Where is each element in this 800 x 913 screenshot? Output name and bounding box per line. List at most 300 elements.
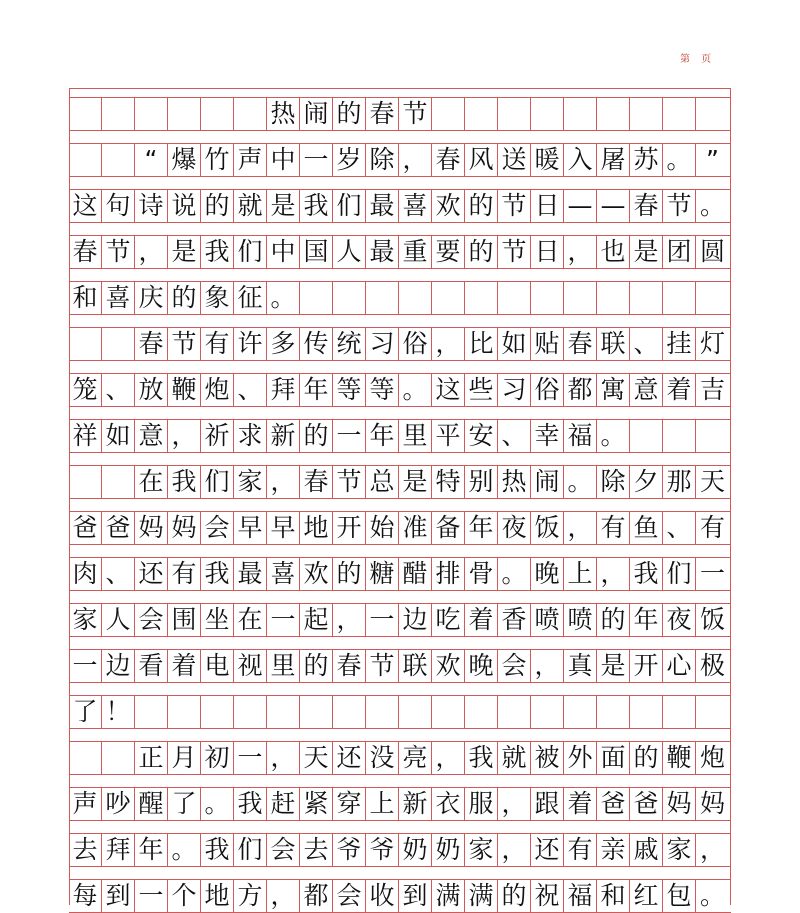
- grid-cell: 。: [267, 281, 300, 314]
- grid-cell: 晚: [531, 557, 564, 590]
- grid-rule: [69, 603, 731, 604]
- grid-cell: 节: [333, 465, 366, 498]
- grid-cell: 热: [498, 465, 531, 498]
- grid-cell: 风: [465, 143, 498, 176]
- grid-cell: [168, 97, 201, 130]
- grid-cell: 有: [168, 557, 201, 590]
- grid-cell: 饭: [699, 605, 725, 634]
- grid-cell: 求: [234, 419, 267, 452]
- grid-cell: 着: [465, 603, 498, 636]
- grid-cell: 红: [630, 879, 663, 912]
- grid-cell: 欢: [432, 189, 465, 222]
- grid-cell: [69, 465, 102, 498]
- grid-cell: 起: [300, 603, 333, 636]
- grid-cell: 、: [234, 373, 267, 406]
- grid-rule: [69, 498, 731, 499]
- grid-cell: 夜: [663, 603, 696, 636]
- grid-cell: 着: [168, 649, 201, 682]
- grid-cell: 春: [564, 327, 597, 360]
- grid-cell: 始: [366, 511, 399, 544]
- grid-cell: ，: [333, 603, 366, 636]
- grid-cell: 亲: [597, 833, 630, 866]
- grid-cell: [663, 419, 696, 452]
- grid-cell: 拜: [102, 833, 135, 866]
- grid-cell: 的: [300, 419, 333, 452]
- grid-cell: 香: [498, 603, 531, 636]
- grid-cell: 除: [597, 465, 630, 498]
- grid-cell: 家: [663, 833, 696, 866]
- grid-cell: 春: [300, 465, 333, 498]
- grid-cell: 会: [267, 833, 300, 866]
- grid-cell: 们: [234, 235, 267, 268]
- grid-cell: 、: [102, 557, 135, 590]
- grid-rule: [69, 176, 731, 177]
- grid-cell: 句: [102, 189, 135, 222]
- grid-cell: ，: [498, 787, 531, 820]
- grid-cell: 紧: [300, 787, 333, 820]
- grid-cell: [465, 97, 498, 130]
- grid-cell: 还: [333, 741, 366, 774]
- grid-cell: 。: [699, 881, 725, 910]
- grid-cell: 国: [300, 235, 333, 268]
- grid-cell: 爸: [630, 787, 663, 820]
- grid-cell: 征: [234, 281, 267, 314]
- grid-cell: 会: [135, 603, 168, 636]
- grid-cell: 外: [564, 741, 597, 774]
- grid-cell: 们: [201, 465, 234, 498]
- grid-cell: 奶: [432, 833, 465, 866]
- grid-cell: 灯: [699, 329, 725, 358]
- grid-cell: 的: [333, 557, 366, 590]
- grid-cell: ，: [168, 419, 201, 452]
- grid-cell: 们: [663, 557, 696, 590]
- grid-cell: ，: [699, 835, 725, 864]
- grid-cell: 竹: [201, 143, 234, 176]
- grid-cell: [531, 97, 564, 130]
- grid-cell: 的: [465, 235, 498, 268]
- grid-cell: 一: [69, 649, 102, 682]
- grid-cell: 节: [168, 327, 201, 360]
- grid-cell: 诗: [135, 189, 168, 222]
- grid-cell: 视: [234, 649, 267, 682]
- grid-cell: [102, 97, 135, 130]
- grid-cell: 都: [300, 879, 333, 912]
- grid-cell: 被: [531, 741, 564, 774]
- grid-cell: 贴: [531, 327, 564, 360]
- grid-cell: 、: [102, 373, 135, 406]
- grid-cell: 吉: [699, 375, 725, 404]
- grid-cell: 去: [69, 833, 102, 866]
- grid-line: [69, 741, 729, 774]
- grid-cell: 节: [399, 97, 432, 130]
- grid-cell: 新: [267, 419, 300, 452]
- grid-rule: [69, 97, 731, 98]
- grid-cell: 妈: [663, 787, 696, 820]
- grid-cell: 会: [498, 649, 531, 682]
- grid-cell: 苏: [630, 143, 663, 176]
- grid-cell: ，: [531, 649, 564, 682]
- grid-cell: [696, 97, 729, 130]
- grid-cell: [69, 143, 102, 176]
- grid-cell: 俗: [531, 373, 564, 406]
- grid-cell: 都: [564, 373, 597, 406]
- grid-cell: 吵: [102, 787, 135, 820]
- grid-cell: 年: [465, 511, 498, 544]
- grid-cell: 春: [135, 327, 168, 360]
- grid-cell: 入: [564, 143, 597, 176]
- grid-cell: 喜: [102, 281, 135, 314]
- grid-rule: [69, 314, 731, 315]
- grid-rule: [69, 235, 731, 236]
- grid-cell: 包: [663, 879, 696, 912]
- grid-cell: 在: [234, 603, 267, 636]
- grid-cell: 爸: [69, 511, 102, 544]
- grid-cell: 节: [498, 189, 531, 222]
- grid-cell: 鞭: [168, 373, 201, 406]
- grid-cell: 欢: [300, 557, 333, 590]
- grid-cell: [432, 695, 465, 728]
- grid-cell: 多: [267, 327, 300, 360]
- grid-cell: 爷: [333, 833, 366, 866]
- grid-cell: 围: [168, 603, 201, 636]
- grid-cell: 。: [498, 557, 531, 590]
- grid-cell: 是: [630, 235, 663, 268]
- grid-line: [69, 235, 729, 268]
- grid-cell: 边: [102, 649, 135, 682]
- grid-cell: 妈: [135, 511, 168, 544]
- grid-cell: [366, 695, 399, 728]
- grid-cell: 极: [699, 651, 725, 680]
- grid-cell: [432, 281, 465, 314]
- grid-cell: 到: [399, 879, 432, 912]
- grid-cell: 开: [630, 649, 663, 682]
- grid-cell: 节: [366, 649, 399, 682]
- grid-cell: 个: [168, 879, 201, 912]
- grid-cell: 还: [135, 557, 168, 590]
- grid-cell: 暖: [531, 143, 564, 176]
- grid-cell: “: [135, 143, 168, 176]
- grid-cell: 和: [597, 879, 630, 912]
- grid-cell: 有: [564, 833, 597, 866]
- grid-cell: 俗: [399, 327, 432, 360]
- grid-line: [69, 833, 729, 866]
- grid-cell: 年: [630, 603, 663, 636]
- grid-cell: [300, 281, 333, 314]
- grid-cell: 我: [201, 557, 234, 590]
- grid-cell: 妈: [699, 789, 725, 818]
- grid-cell: 我: [168, 465, 201, 498]
- grid-cell: 日: [531, 235, 564, 268]
- grid-cell: [432, 97, 465, 130]
- grid-cell: 平: [432, 419, 465, 452]
- grid-cell: ，: [267, 879, 300, 912]
- grid-rule: [69, 222, 731, 223]
- grid-cell: [498, 695, 531, 728]
- grid-cell: 还: [531, 833, 564, 866]
- grid-cell: 糖: [366, 557, 399, 590]
- grid-cell: 的: [300, 649, 333, 682]
- grid-cell: ，: [432, 327, 465, 360]
- grid-cell: 春: [432, 143, 465, 176]
- grid-cell: 团: [663, 235, 696, 268]
- grid-line: [69, 419, 729, 452]
- grid-cell: 。: [564, 465, 597, 498]
- grid-cell: 。: [699, 191, 725, 220]
- grid-cell: 家: [465, 833, 498, 866]
- grid-cell: 边: [399, 603, 432, 636]
- grid-cell: 。: [663, 143, 696, 176]
- grid-cell: 中: [267, 235, 300, 268]
- grid-cell: 吃: [432, 603, 465, 636]
- grid-cell: 鞭: [663, 741, 696, 774]
- grid-cell: 除: [366, 143, 399, 176]
- grid-cell: 家: [69, 603, 102, 636]
- grid-cell: [630, 419, 663, 452]
- grid-cell: 特: [432, 465, 465, 498]
- grid-cell: [696, 281, 729, 314]
- grid-cell: 一: [333, 419, 366, 452]
- grid-cell: 习: [366, 327, 399, 360]
- grid-cell: 人: [102, 603, 135, 636]
- grid-cell: 年: [366, 419, 399, 452]
- grid-cell: 衣: [432, 787, 465, 820]
- grid-cell: 象: [201, 281, 234, 314]
- grid-cell: 、: [498, 419, 531, 452]
- grid-cell: 里: [399, 419, 432, 452]
- grid-cell: [630, 281, 663, 314]
- grid-cell: 骨: [465, 557, 498, 590]
- grid-cell: 上: [366, 787, 399, 820]
- grid-line: [69, 97, 729, 130]
- grid-cell: 炮: [699, 743, 725, 772]
- grid-cell: 。: [168, 833, 201, 866]
- grid-cell: 我: [300, 189, 333, 222]
- grid-cell: 等: [333, 373, 366, 406]
- grid-cell: 拜: [267, 373, 300, 406]
- grid-cell: [663, 97, 696, 130]
- grid-cell: [201, 695, 234, 728]
- grid-rule: [69, 327, 731, 328]
- grid-cell: [135, 695, 168, 728]
- grid-rule: [69, 787, 731, 788]
- grid-cell: 的: [201, 189, 234, 222]
- grid-cell: 奶: [399, 833, 432, 866]
- grid-rule: [69, 268, 731, 269]
- grid-cell: 春: [69, 235, 102, 268]
- grid-cell: 在: [135, 465, 168, 498]
- grid-cell: ，: [432, 741, 465, 774]
- grid-cell: [564, 97, 597, 130]
- grid-cell: 心: [663, 649, 696, 682]
- grid-cell: 中: [267, 143, 300, 176]
- grid-cell: [498, 281, 531, 314]
- grid-cell: 看: [135, 649, 168, 682]
- grid-cell: 庆: [135, 281, 168, 314]
- grid-cell: 夜: [498, 511, 531, 544]
- grid-cell: 是: [597, 649, 630, 682]
- grid-cell: 月: [168, 741, 201, 774]
- grid-cell: [564, 695, 597, 728]
- grid-cell: 备: [432, 511, 465, 544]
- grid-cell: 一: [300, 143, 333, 176]
- grid-cell: [102, 327, 135, 360]
- grid-rule: [69, 406, 731, 407]
- grid-cell: 电: [201, 649, 234, 682]
- grid-cell: 、: [663, 511, 696, 544]
- grid-line: [69, 373, 729, 406]
- grid-cell: 穿: [333, 787, 366, 820]
- grid-cell: ，: [564, 511, 597, 544]
- grid-cell: 、: [630, 327, 663, 360]
- grid-cell: [102, 465, 135, 498]
- grid-cell: [168, 695, 201, 728]
- grid-cell: 有: [201, 327, 234, 360]
- grid-cell: 屠: [597, 143, 630, 176]
- grid-cell: [102, 143, 135, 176]
- grid-cell: 统: [333, 327, 366, 360]
- grid-cell: 戚: [630, 833, 663, 866]
- grid-cell: 有: [699, 513, 725, 542]
- grid-cell: 就: [498, 741, 531, 774]
- page-number-marker: 第 页: [680, 54, 716, 65]
- grid-cell: 一: [135, 879, 168, 912]
- grid-cell: 幸: [531, 419, 564, 452]
- grid-cell: 意: [630, 373, 663, 406]
- grid-line: [69, 879, 729, 912]
- grid-line: [69, 465, 729, 498]
- grid-cell: 岁: [333, 143, 366, 176]
- grid-cell: [696, 695, 729, 728]
- grid-rule: [69, 465, 731, 466]
- grid-cell: 肉: [69, 557, 102, 590]
- grid-line: [69, 143, 729, 176]
- grid-cell: 晚: [465, 649, 498, 682]
- grid-cell: 安: [465, 419, 498, 452]
- grid-cell: [663, 281, 696, 314]
- grid-cell: ，: [267, 741, 300, 774]
- grid-rule: [69, 879, 731, 880]
- grid-cell: 一: [267, 603, 300, 636]
- grid-cell: 喜: [267, 557, 300, 590]
- grid-line: [69, 787, 729, 820]
- grid-cell: 我: [465, 741, 498, 774]
- grid-cell: 最: [234, 557, 267, 590]
- grid-cell: 的: [465, 189, 498, 222]
- grid-cell: [234, 97, 267, 130]
- grid-cell: 爆: [168, 143, 201, 176]
- grid-cell: 寓: [597, 373, 630, 406]
- grid-cell: 早: [267, 511, 300, 544]
- grid-cell: [630, 97, 663, 130]
- grid-cell: 闹: [531, 465, 564, 498]
- grid-cell: 欢: [432, 649, 465, 682]
- grid-rule: [69, 189, 731, 190]
- grid-cell: ，: [564, 235, 597, 268]
- grid-cell: 排: [432, 557, 465, 590]
- grid-rule: [69, 590, 731, 591]
- grid-cell: 那: [663, 465, 696, 498]
- grid-cell: 如: [102, 419, 135, 452]
- grid-cell: ，: [267, 465, 300, 498]
- grid-cell: [564, 281, 597, 314]
- grid-cell: 会: [333, 879, 366, 912]
- grid-cell: 重: [399, 235, 432, 268]
- grid-line: [69, 281, 729, 314]
- grid-cell: [300, 695, 333, 728]
- grid-cell: 亮: [399, 741, 432, 774]
- grid-cell: 春: [630, 189, 663, 222]
- grid-cell: [465, 281, 498, 314]
- grid-cell: 爸: [102, 511, 135, 544]
- grid-rule: [69, 373, 731, 374]
- grid-cell: [201, 97, 234, 130]
- grid-cell: 和: [69, 281, 102, 314]
- grid-cell: [597, 97, 630, 130]
- grid-rule: [69, 544, 731, 545]
- grid-rule: [69, 360, 731, 361]
- grid-cell: 这: [69, 189, 102, 222]
- grid-cell: 年: [135, 833, 168, 866]
- grid-cell: [366, 281, 399, 314]
- grid-rule: [69, 741, 731, 742]
- grid-cell: [630, 695, 663, 728]
- grid-cell: ，: [498, 833, 531, 866]
- grid-cell: [498, 97, 531, 130]
- grid-cell: 早: [234, 511, 267, 544]
- grid-cell: 我: [201, 833, 234, 866]
- grid-cell: 节: [663, 189, 696, 222]
- grid-cell: 意: [135, 419, 168, 452]
- grid-cell: [69, 741, 102, 774]
- grid-cell: 了: [168, 787, 201, 820]
- grid-cell: [399, 695, 432, 728]
- grid-cell: 地: [300, 511, 333, 544]
- grid-rule: [69, 143, 731, 144]
- grid-cell: 初: [201, 741, 234, 774]
- grid-rule: [69, 452, 731, 453]
- grid-cell: 习: [498, 373, 531, 406]
- grid-cell: 声: [69, 787, 102, 820]
- grid-cell: 爸: [597, 787, 630, 820]
- grid-cell: 是: [168, 235, 201, 268]
- grid-cell: ”: [706, 145, 719, 174]
- grid-cell: 祈: [201, 419, 234, 452]
- grid-cell: 年: [300, 373, 333, 406]
- grid-cell: 。: [399, 373, 432, 406]
- grid-cell: [465, 695, 498, 728]
- grid-cell: 就: [234, 189, 267, 222]
- grid-cell: 有: [597, 511, 630, 544]
- grid-cell: 的: [597, 603, 630, 636]
- grid-cell: 地: [201, 879, 234, 912]
- grid-cell: 许: [234, 327, 267, 360]
- grid-cell: 跟: [531, 787, 564, 820]
- grid-rule: [69, 636, 731, 637]
- grid-cell: 福: [564, 879, 597, 912]
- grid-cell: 醒: [135, 787, 168, 820]
- grid-cell: 人: [333, 235, 366, 268]
- grid-cell: 的: [630, 741, 663, 774]
- grid-cell: 的: [498, 879, 531, 912]
- grid-line: [69, 695, 729, 728]
- grid-cell: 炮: [201, 373, 234, 406]
- grid-rule: [69, 728, 731, 729]
- grid-cell: 最: [366, 235, 399, 268]
- grid-cell: 些: [465, 373, 498, 406]
- grid-cell: 福: [564, 419, 597, 452]
- grid-cell: 没: [366, 741, 399, 774]
- grid-cell: 收: [366, 879, 399, 912]
